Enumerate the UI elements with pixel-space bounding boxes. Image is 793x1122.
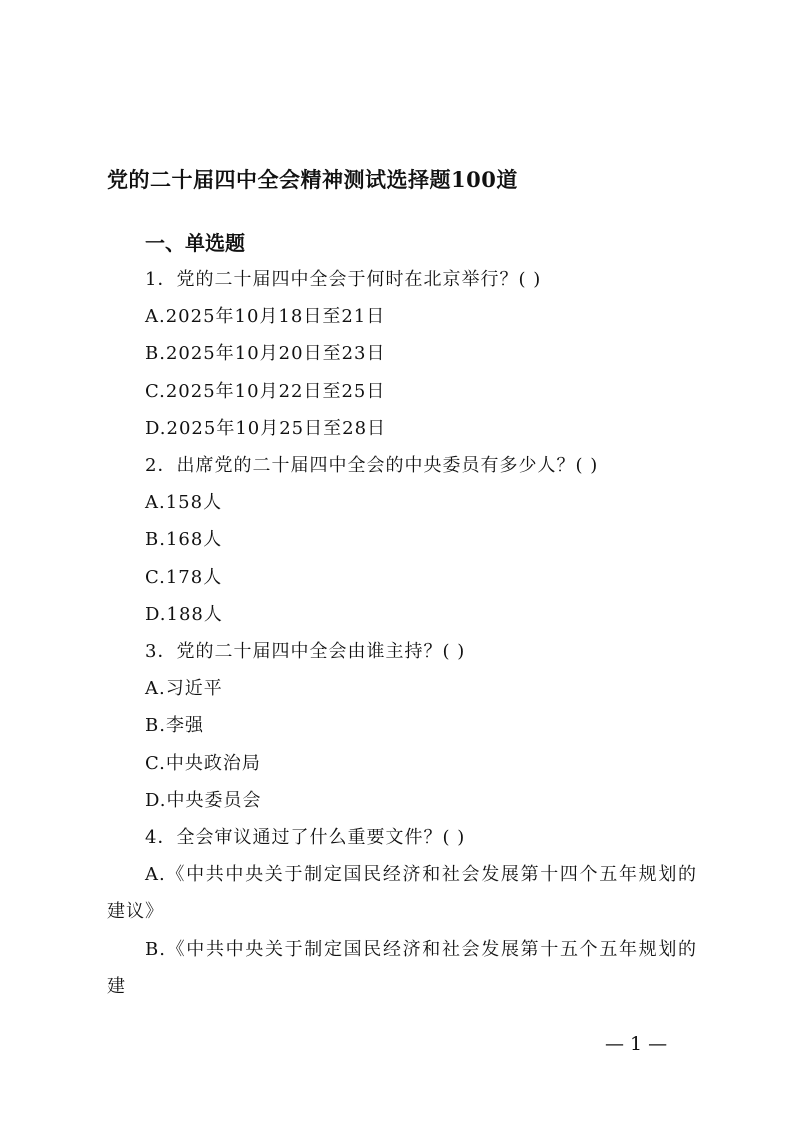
option-a: A.2025年10月18日至21日 bbox=[145, 306, 386, 328]
option-c: C.178人 bbox=[145, 566, 223, 588]
page-number: — 1 — bbox=[605, 1033, 668, 1055]
option-d: D.188人 bbox=[145, 603, 223, 625]
option-b: B.168人 bbox=[145, 529, 223, 551]
option-b: B.2025年10月20日至23日 bbox=[145, 343, 386, 365]
section-heading: 一、单选题 bbox=[145, 231, 245, 255]
question-text: 2．出席党的二十届四中全会的中央委员有多少人？( ) bbox=[145, 455, 599, 477]
question-list bbox=[107, 261, 697, 1005]
option-a: A.158人 bbox=[145, 492, 223, 514]
question-text: 4．全会审议通过了什么重要文件？( ) bbox=[145, 827, 466, 849]
option-d: D.中央委员会 bbox=[145, 789, 262, 811]
question-block bbox=[107, 447, 697, 633]
question-block bbox=[107, 261, 697, 447]
question-block bbox=[107, 819, 697, 1005]
question-block bbox=[107, 633, 697, 819]
option-b: B.李强 bbox=[145, 715, 204, 737]
option-a: A.习近平 bbox=[145, 678, 223, 700]
question-text: 3．党的二十届四中全会由谁主持？( ) bbox=[145, 641, 466, 663]
option-d: D.2025年10月25日至28日 bbox=[145, 417, 387, 439]
option-c: C.中央政治局 bbox=[145, 752, 261, 774]
option-a: A.《中共中央关于制定国民经济和社会发展第十四个五年规划的建议》 bbox=[107, 864, 697, 923]
option-b: B.《中共中央关于制定国民经济和社会发展第十五个五年规划的建 bbox=[107, 938, 697, 997]
document-title: 党的二十届四中全会精神测试选择题100道 bbox=[107, 167, 518, 192]
option-c: C.2025年10月22日至25日 bbox=[145, 380, 386, 402]
question-text: 1．党的二十届四中全会于何时在北京举行？( ) bbox=[145, 269, 542, 290]
